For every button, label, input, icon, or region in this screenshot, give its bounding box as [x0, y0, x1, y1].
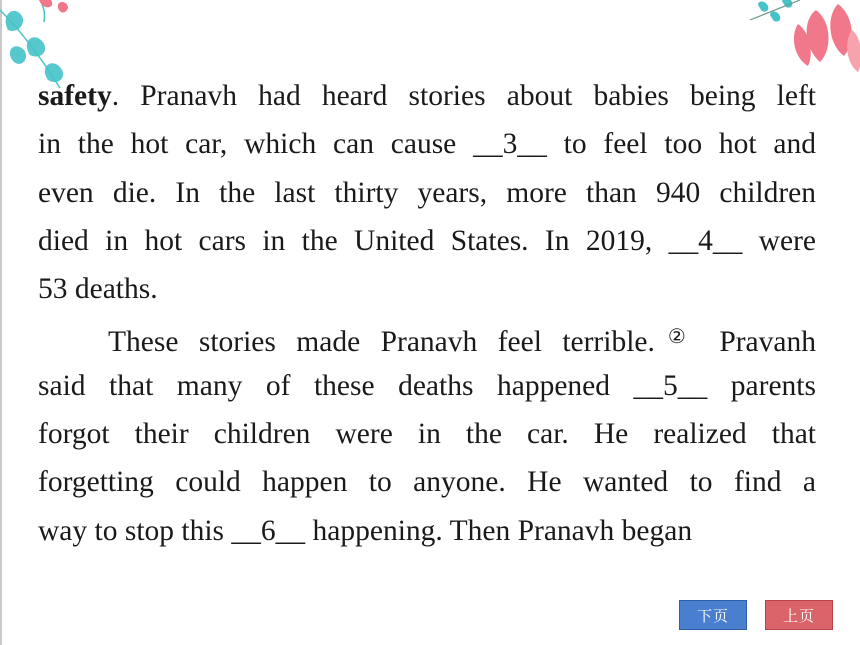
passage-line-1 — [38, 72, 816, 120]
passage-line-3: even die. In the last thirty years, more than 940 children — [38, 176, 816, 209]
passage-line-9: forgetting could happen to anyone. He wanted to find a — [38, 466, 816, 499]
keyword-safety: safety — [38, 80, 112, 112]
passage-line-6-rest: Pravanh — [698, 326, 816, 359]
passage-line-6-text: These stories made Pranavh feel terrible. — [108, 326, 655, 359]
previous-page-button[interactable]: 上页 — [765, 600, 833, 630]
next-page-button[interactable]: 下页 — [679, 600, 747, 630]
sentence-marker-2: ② — [654, 326, 699, 349]
left-border — [0, 0, 2, 645]
passage-line-6 — [38, 313, 816, 361]
passage-line-5: 53 deaths. — [38, 273, 158, 306]
passage-line-4: died in hot cars in the United States. In 2019, __4__ were — [38, 224, 816, 257]
passage-line-10: way to stop this __6__ happening. Then Pranavh began — [38, 514, 693, 547]
passage-line-2: in the hot car, which can cause __3__ to feel too hot and — [38, 128, 816, 161]
passage-line-8: forgot their children were in the car. He realized that — [38, 418, 816, 451]
passage-text — [38, 72, 816, 555]
passage-line-1-rest: . Pranavh had heard stories about babies being left — [111, 80, 816, 112]
passage-line-7: said that many of these deaths happened __5__ parents — [38, 369, 816, 402]
